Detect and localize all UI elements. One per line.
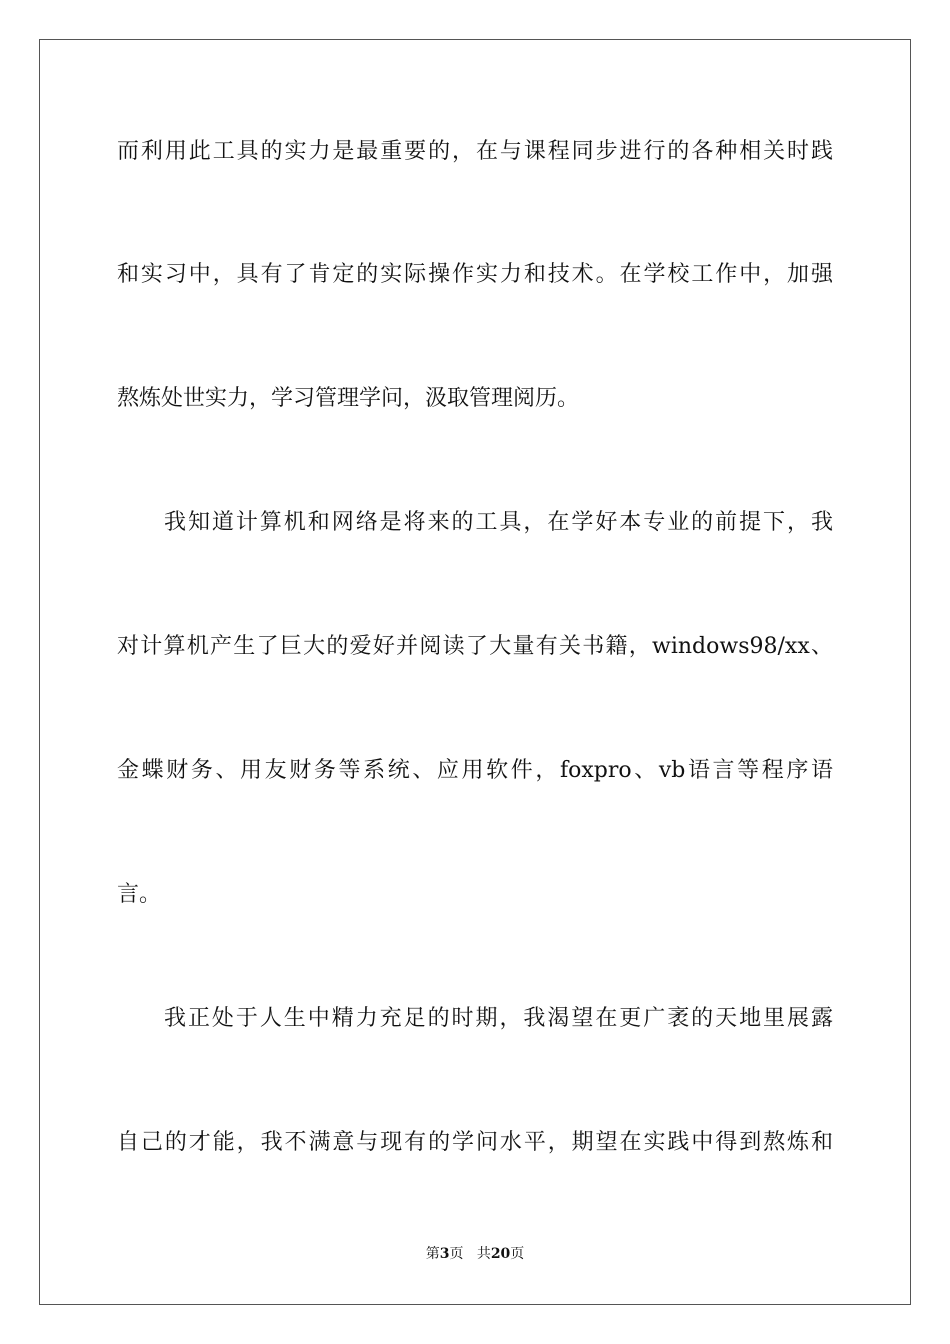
page-border [39,39,911,1305]
total-prefix: 共 [476,1246,491,1262]
page-footer [0,1245,950,1263]
text-line: 熬炼处世实力，学习管理学问，汲取管理阅历。 [117,386,580,411]
text-line: 对计算机产生了巨大的爱好并阅读了大量有关书籍，windows98/xx、 [117,634,833,659]
page-prefix: 第 [425,1246,440,1262]
paragraph-first-line: 我知道计算机和网络是将来的工具，在学好本专业的前提下，我 [164,510,833,535]
text-line: 和实习中，具有了肯定的实际操作实力和技术。在学校工作中，加强 [117,262,833,287]
text-line: 而利用此工具的实力是最重要的，在与课程同步进行的各种相关时践 [117,139,833,164]
text-line: 金蝶财务、用友财务等系统、应用软件，foxpro、vb语言等程序语 [117,758,833,783]
total-pages: 20 [490,1246,511,1262]
page-suffix: 页 [449,1246,464,1262]
total-suffix: 页 [510,1246,525,1262]
text-line: 言。 [117,882,162,907]
page-number: 3 [439,1246,450,1262]
paragraph-first-line: 我正处于人生中精力充足的时期，我渴望在更广袤的天地里展露 [164,1006,833,1031]
text-line: 自己的才能，我不满意与现有的学问水平，期望在实践中得到熬炼和 [117,1130,833,1155]
